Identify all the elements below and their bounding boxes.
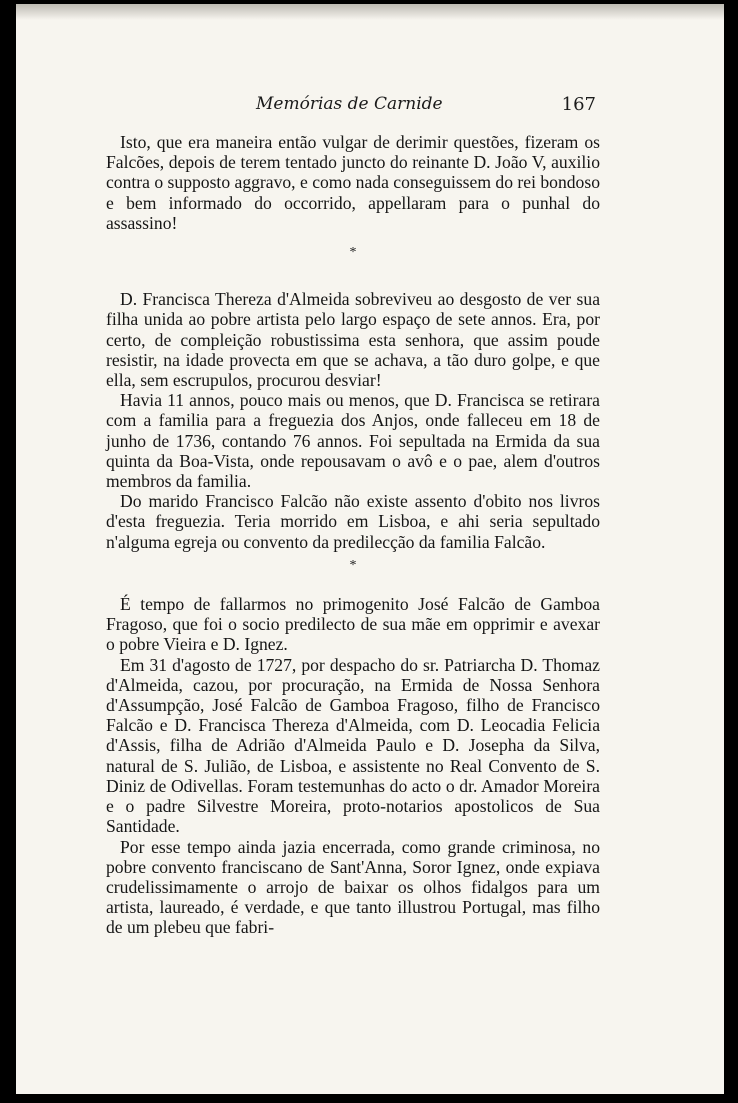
- running-title: Memórias de Carnide: [256, 94, 443, 114]
- book-page: [16, 4, 724, 1094]
- paragraph: Isto, que era maneira então vulgar de derimir questões, fizeram os Falcões, depois de terem tentado juncto do reinante D. João V, auxilio contra o supposto aggravo, e como nada conseguissem do rei bondoso e bem informado do occorrido, appellaram para o punhal do assassino!: [106, 132, 600, 233]
- paragraph: Em 31 d'agosto de 1727, por despacho do sr. Patriarcha D. Thomaz d'Almeida, cazou, por procuração, na Ermida de Nossa Senhora d'Assumpção, José Falcão de Gamboa Fragoso, filho de Francisco Falcão e D. Francisca Thereza d'Almeida, com D. Leocadia Felicia d'Assis, filha de Adrião d'Almeida Paulo e D. Josepha da Silva, natural de S. Julião, de Lisboa, e assistente no Real Convento de S. Diniz de Odivellas. Foram testemunhas do acto o dr. Amador Moreira e o padre Silvestre Moreira, proto-notarios apostolicos de Sua Santidade.: [106, 654, 600, 837]
- section-separator: *: [349, 245, 357, 261]
- paragraph: Havia 11 annos, pouco mais ou menos, que D. Francisca se retirara com a familia para a freguezia dos Anjos, onde falleceu em 18 de junho de 1736, contando 76 annos. Foi sepultada na Ermida da sua quinta da Boa-Vista, onde repousavam o avô e o pae, alem d'outros membros da familia.: [106, 390, 600, 492]
- paragraph: Por esse tempo ainda jazia encerrada, como grande criminosa, no pobre convento franciscano de Sant'Anna, Soror Ignez, onde expiava crudelissimamente o arrojo de baixar os olhos fidalgos para um artista, laureado, é verdade, e que tanto illustrou Portugal, mas filho de um plebeu que fabri-: [106, 836, 600, 938]
- paragraph: É tempo de fallarmos no primogenito José Falcão de Gamboa Fragoso, que foi o socio predilecto de sua mãe em opprimir e avexar o pobre Vieira e D. Ignez.: [106, 594, 600, 655]
- paragraph: D. Francisca Thereza d'Almeida sobreviveu ao desgosto de ver sua filha unida ao pobre artista pelo largo espaço de sete annos. Era, por certo, de compleição robustissima esta senhora, que assim poude resistir, na idade provecta em que se achava, a tão duro golpe, e que ella, sem escrupulos, procurou desviar!: [106, 289, 600, 391]
- page-number: 167: [561, 94, 596, 115]
- paragraph: Do marido Francisco Falcão não existe assento d'obito nos livros d'esta freguezia. Teria morrido em Lisboa, e ahi seria sepultado n'alguma egreja ou convento da predilecção da familia Falcão.: [106, 491, 600, 552]
- section-separator: *: [349, 557, 357, 573]
- scan-shadow: [16, 4, 724, 20]
- page-body: [106, 132, 600, 938]
